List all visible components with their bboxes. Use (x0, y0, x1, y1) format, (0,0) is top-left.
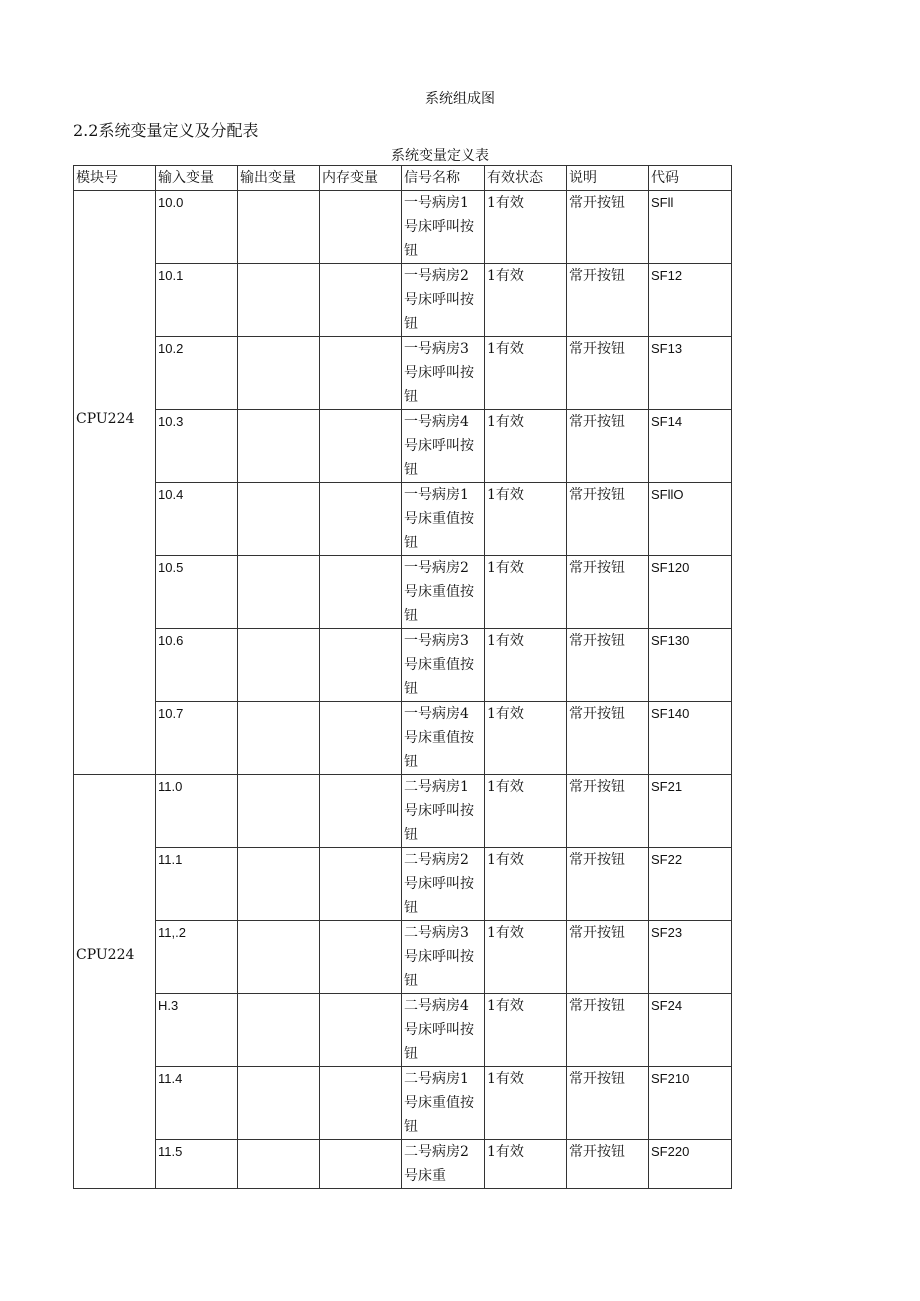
signal-cell: 一号病房1号床重值按钮 (402, 483, 485, 556)
state-cell: 1有效 (485, 556, 567, 629)
table-row (74, 483, 732, 556)
signal-cell: 一号病房1号床呼叫按钮 (402, 191, 485, 264)
state-cell: 1有效 (485, 921, 567, 994)
memory-cell (320, 848, 402, 921)
output-cell (238, 921, 320, 994)
variable-table (73, 165, 732, 1189)
state-cell: 1有效 (485, 629, 567, 702)
header-description: 说明 (567, 166, 649, 191)
description-cell: 常开按钮 (567, 921, 649, 994)
state-cell: 1有效 (485, 483, 567, 556)
header-memory: 内存变量 (320, 166, 402, 191)
output-cell (238, 1067, 320, 1140)
signal-cell: 一号病房4号床重值按钮 (402, 702, 485, 775)
input-cell: 10.0 (156, 191, 238, 264)
state-cell: 1有效 (485, 337, 567, 410)
state-cell: 1有效 (485, 410, 567, 483)
state-cell: 1有效 (485, 994, 567, 1067)
code-cell: SF12 (649, 264, 732, 337)
signal-cell: 二号病房2号床呼叫按钮 (402, 848, 485, 921)
state-cell: 1有效 (485, 264, 567, 337)
output-cell (238, 994, 320, 1067)
signal-cell: 一号病房2号床重值按钮 (402, 556, 485, 629)
signal-cell: 一号病房3号床重值按钮 (402, 629, 485, 702)
input-cell: 11.4 (156, 1067, 238, 1140)
description-cell: 常开按钮 (567, 264, 649, 337)
header-input: 输入变量 (156, 166, 238, 191)
description-cell: 常开按钮 (567, 848, 649, 921)
description-cell: 常开按钮 (567, 556, 649, 629)
description-cell: 常开按钮 (567, 483, 649, 556)
signal-cell: 二号病房1号床重值按钮 (402, 1067, 485, 1140)
output-cell (238, 848, 320, 921)
state-cell: 1有效 (485, 1067, 567, 1140)
input-cell: 11.5 (156, 1140, 238, 1189)
section-heading: 2.2系统变量定义及分配表 (73, 121, 259, 140)
output-cell (238, 483, 320, 556)
state-cell: 1有效 (485, 848, 567, 921)
table-row (74, 629, 732, 702)
code-cell: SF21 (649, 775, 732, 848)
description-cell: 常开按钮 (567, 1140, 649, 1189)
table-row (74, 1140, 732, 1189)
memory-cell (320, 994, 402, 1067)
signal-cell: 二号病房2号床重 (402, 1140, 485, 1189)
header-state: 有效状态 (485, 166, 567, 191)
code-cell: SF23 (649, 921, 732, 994)
input-cell: 11.0 (156, 775, 238, 848)
table-row (74, 775, 732, 848)
table-row (74, 337, 732, 410)
output-cell (238, 702, 320, 775)
header-output: 输出变量 (238, 166, 320, 191)
code-cell: SF140 (649, 702, 732, 775)
input-cell: 10.7 (156, 702, 238, 775)
output-cell (238, 556, 320, 629)
table-row (74, 191, 732, 264)
memory-cell (320, 1140, 402, 1189)
signal-cell: 二号病房1号床呼叫按钮 (402, 775, 485, 848)
memory-cell (320, 264, 402, 337)
input-cell: 10.1 (156, 264, 238, 337)
description-cell: 常开按钮 (567, 410, 649, 483)
description-cell: 常开按钮 (567, 337, 649, 410)
memory-cell (320, 1067, 402, 1140)
output-cell (238, 191, 320, 264)
memory-cell (320, 410, 402, 483)
output-cell (238, 337, 320, 410)
table-row (74, 1067, 732, 1140)
memory-cell (320, 702, 402, 775)
output-cell (238, 775, 320, 848)
table-row (74, 556, 732, 629)
code-cell: SFll (649, 191, 732, 264)
table-row (74, 994, 732, 1067)
code-cell: SFllO (649, 483, 732, 556)
input-cell: 10.6 (156, 629, 238, 702)
description-cell: 常开按钮 (567, 629, 649, 702)
header-signal: 信号名称 (402, 166, 485, 191)
state-cell: 1有效 (485, 191, 567, 264)
header-module: 模块号 (74, 166, 156, 191)
module-label: CPU224 (76, 947, 135, 963)
module-label: CPU224 (76, 411, 135, 427)
code-cell: SF24 (649, 994, 732, 1067)
memory-cell (320, 337, 402, 410)
state-cell: 1有效 (485, 775, 567, 848)
code-cell: SF120 (649, 556, 732, 629)
description-cell: 常开按钮 (567, 994, 649, 1067)
description-cell: 常开按钮 (567, 1067, 649, 1140)
input-cell: 11,.2 (156, 921, 238, 994)
code-cell: SF220 (649, 1140, 732, 1189)
code-cell: SF22 (649, 848, 732, 921)
signal-cell: 一号病房2号床呼叫按钮 (402, 264, 485, 337)
header-code: 代码 (649, 166, 732, 191)
input-cell: 11.1 (156, 848, 238, 921)
memory-cell (320, 629, 402, 702)
input-cell: 10.4 (156, 483, 238, 556)
memory-cell (320, 556, 402, 629)
code-cell: SF210 (649, 1067, 732, 1140)
memory-cell (320, 921, 402, 994)
signal-cell: 一号病房3号床呼叫按钮 (402, 337, 485, 410)
table-row (74, 410, 732, 483)
code-cell: SF14 (649, 410, 732, 483)
signal-cell: 一号病房4号床呼叫按钮 (402, 410, 485, 483)
input-cell: 10.2 (156, 337, 238, 410)
input-cell: H.3 (156, 994, 238, 1067)
table-row (74, 702, 732, 775)
table-row (74, 848, 732, 921)
output-cell (238, 264, 320, 337)
table-row (74, 264, 732, 337)
memory-cell (320, 483, 402, 556)
state-cell: 1有效 (485, 702, 567, 775)
input-cell: 10.5 (156, 556, 238, 629)
table-row (74, 921, 732, 994)
description-cell: 常开按钮 (567, 191, 649, 264)
memory-cell (320, 191, 402, 264)
table-header-row (74, 166, 732, 191)
table-title: 系统变量定义表 (391, 148, 489, 164)
memory-cell (320, 775, 402, 848)
code-cell: SF13 (649, 337, 732, 410)
description-cell: 常开按钮 (567, 702, 649, 775)
signal-cell: 二号病房3号床呼叫按钮 (402, 921, 485, 994)
output-cell (238, 1140, 320, 1189)
output-cell (238, 629, 320, 702)
output-cell (238, 410, 320, 483)
input-cell: 10.3 (156, 410, 238, 483)
code-cell: SF130 (649, 629, 732, 702)
description-cell: 常开按钮 (567, 775, 649, 848)
figure-caption: 系统组成图 (425, 91, 495, 107)
module-cell (74, 191, 156, 775)
module-cell (74, 775, 156, 1189)
state-cell: 1有效 (485, 1140, 567, 1189)
signal-cell: 二号病房4号床呼叫按钮 (402, 994, 485, 1067)
